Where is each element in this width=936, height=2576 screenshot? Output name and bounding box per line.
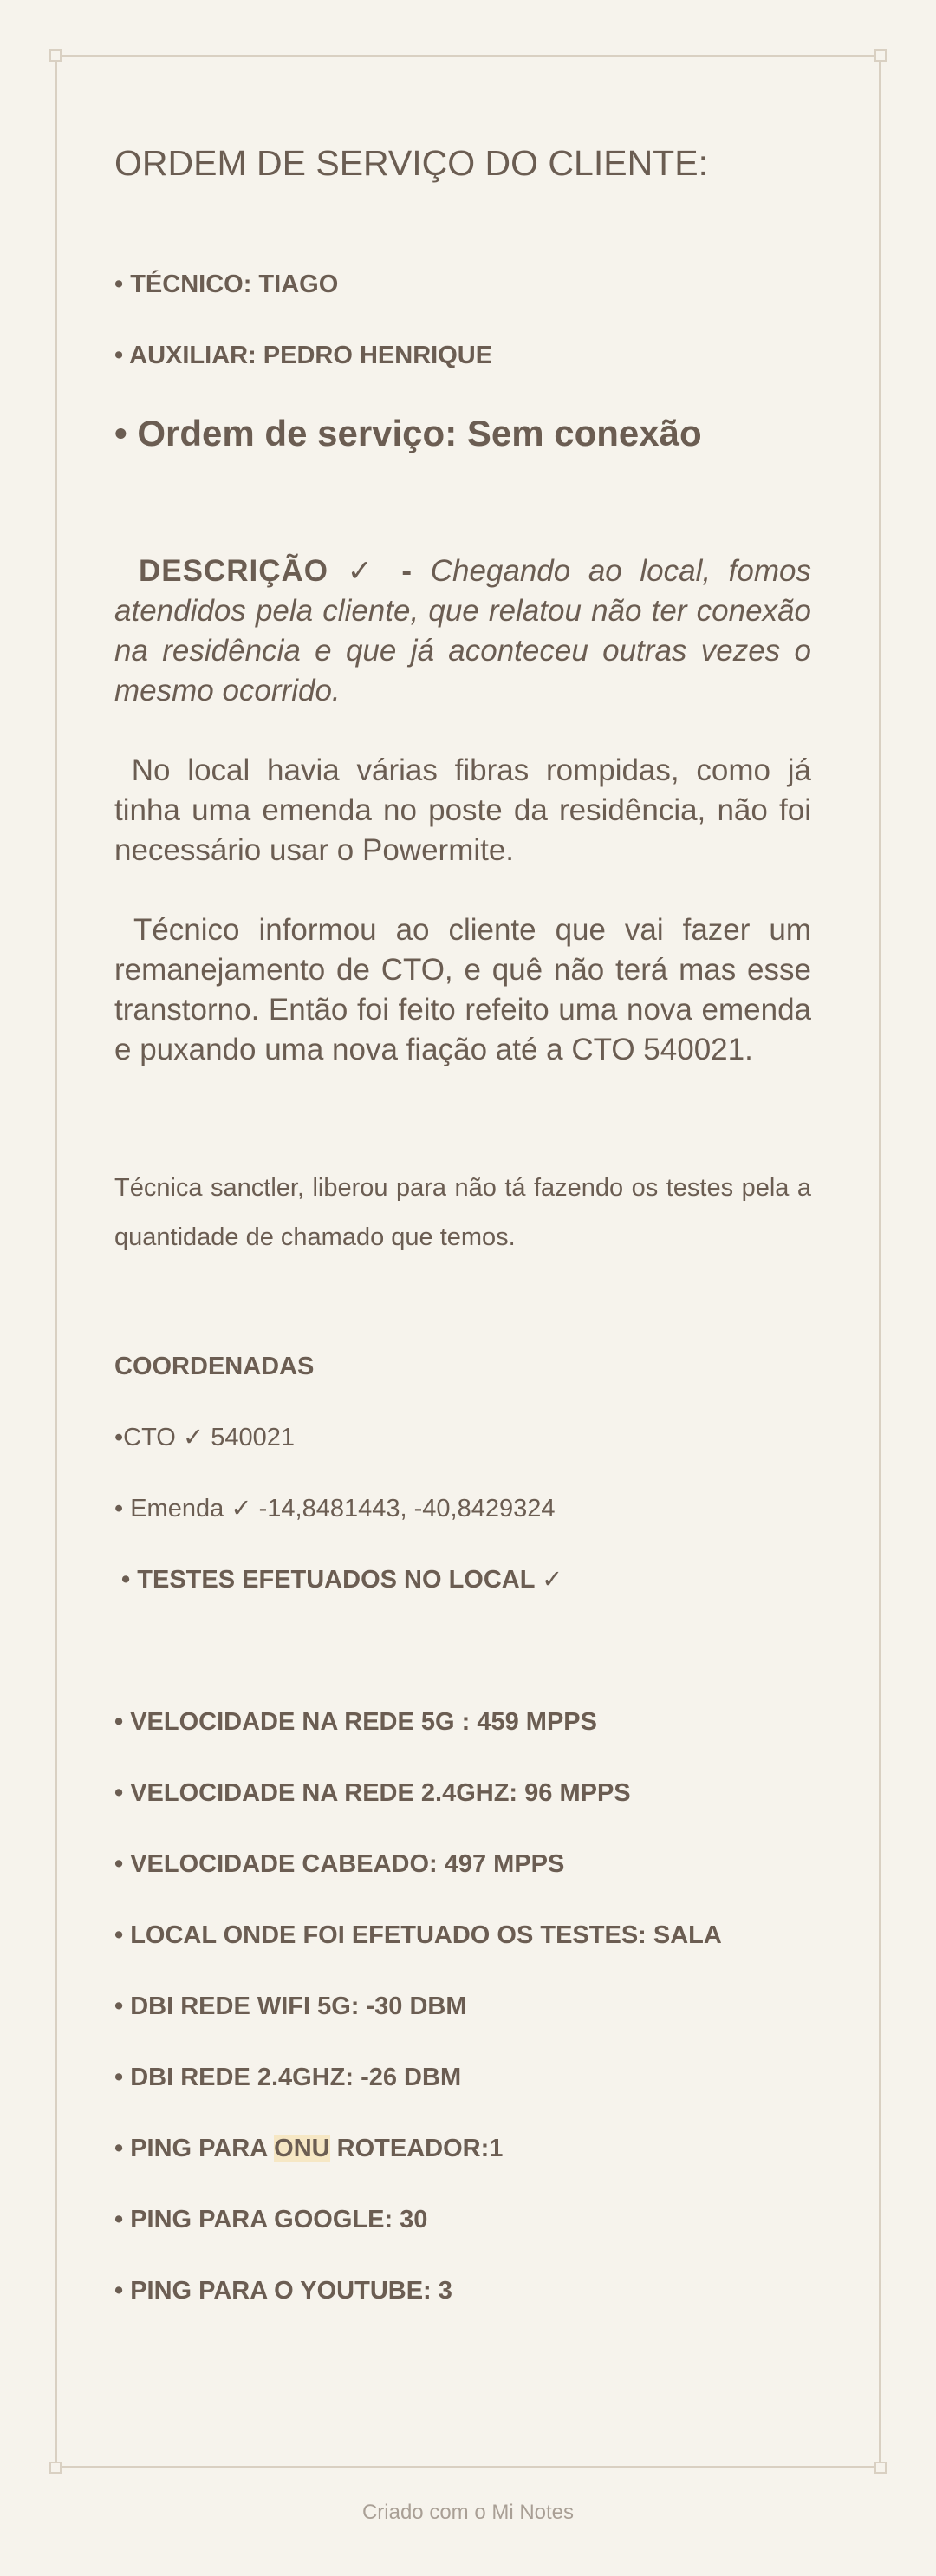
testes-heading: • TESTES EFETUADOS NO LOCAL ✓ xyxy=(114,1566,563,1594)
auxiliar-line: • AUXILIAR: PEDRO HENRIQUE xyxy=(114,342,493,369)
teste-item: • VELOCIDADE CABEADO: 497 MPPS xyxy=(114,1850,565,1878)
note-title: ORDEM DE SERVIÇO DO CLIENTE: xyxy=(114,143,708,183)
paragraph-remanejamento: Técnico informou ao cliente que vai fazer um remanejamento de CTO, e quê não terá mas esse transtorno. Então foi feito refeito uma nova emenda e puxando uma nova fiação até a CTO 540021. xyxy=(114,913,820,1066)
nota-testes: Técnica sanctler, liberou para não tá fazendo os testes pela a quantidade de chamado que temos. xyxy=(114,1174,811,1251)
descricao-paragraph xyxy=(114,551,820,711)
ping-onu-suffix: ROTEADOR:1 xyxy=(329,2135,504,2162)
ping-youtube-line: • PING PARA O YOUTUBE: 3 xyxy=(114,2277,452,2305)
descricao-text: Chegando ao local, fomos atendidos pela cliente, que relatou não ter conexão na residência e que já aconteceu outras vezes o mesmo ocorrido. xyxy=(114,554,820,708)
teste-item: • DBI REDE 2.4GHZ: -26 DBM xyxy=(114,2064,462,2091)
teste-item: • DBI REDE WIFI 5G: -30 DBM xyxy=(114,1992,467,2020)
ordem-servico-line: • Ordem de serviço: Sem conexão xyxy=(114,413,702,453)
note-content xyxy=(114,139,820,2308)
frame-corner-decoration xyxy=(874,49,887,62)
teste-item: • LOCAL ONDE FOI EFETUADO OS TESTES: SALA xyxy=(114,1921,722,1949)
ping-onu-prefix: • PING PARA xyxy=(114,2135,275,2162)
coordenadas-heading: COORDENADAS xyxy=(114,1353,315,1380)
cto-coordenada: •CTO ✓ 540021 xyxy=(114,1424,296,1451)
ping-onu-line xyxy=(114,2131,811,2166)
frame-corner-decoration xyxy=(49,49,62,62)
teste-item: • VELOCIDADE NA REDE 5G : 459 MPPS xyxy=(114,1708,597,1736)
footer-credit: Criado com o Mi Notes xyxy=(361,2501,575,2524)
teste-item: • VELOCIDADE NA REDE 2.4GHZ: 96 MPPS xyxy=(114,1779,631,1807)
emenda-coordenada: • Emenda ✓ -14,8481443, -40,8429324 xyxy=(114,1495,556,1523)
descricao-label: DESCRIÇÃO ✓ - xyxy=(139,554,413,588)
ping-google-line: • PING PARA GOOGLE: 30 xyxy=(114,2206,428,2234)
onu-highlight: ONU xyxy=(274,2135,330,2162)
paragraph-fibras: No local havia várias fibras rompidas, como já tinha uma emenda no poste da residência, não foi necessário usar o Powermite. xyxy=(114,753,820,867)
frame-corner-decoration xyxy=(874,2462,887,2474)
tecnico-line: • TÉCNICO: TIAGO xyxy=(114,271,339,298)
frame-corner-decoration xyxy=(49,2462,62,2474)
